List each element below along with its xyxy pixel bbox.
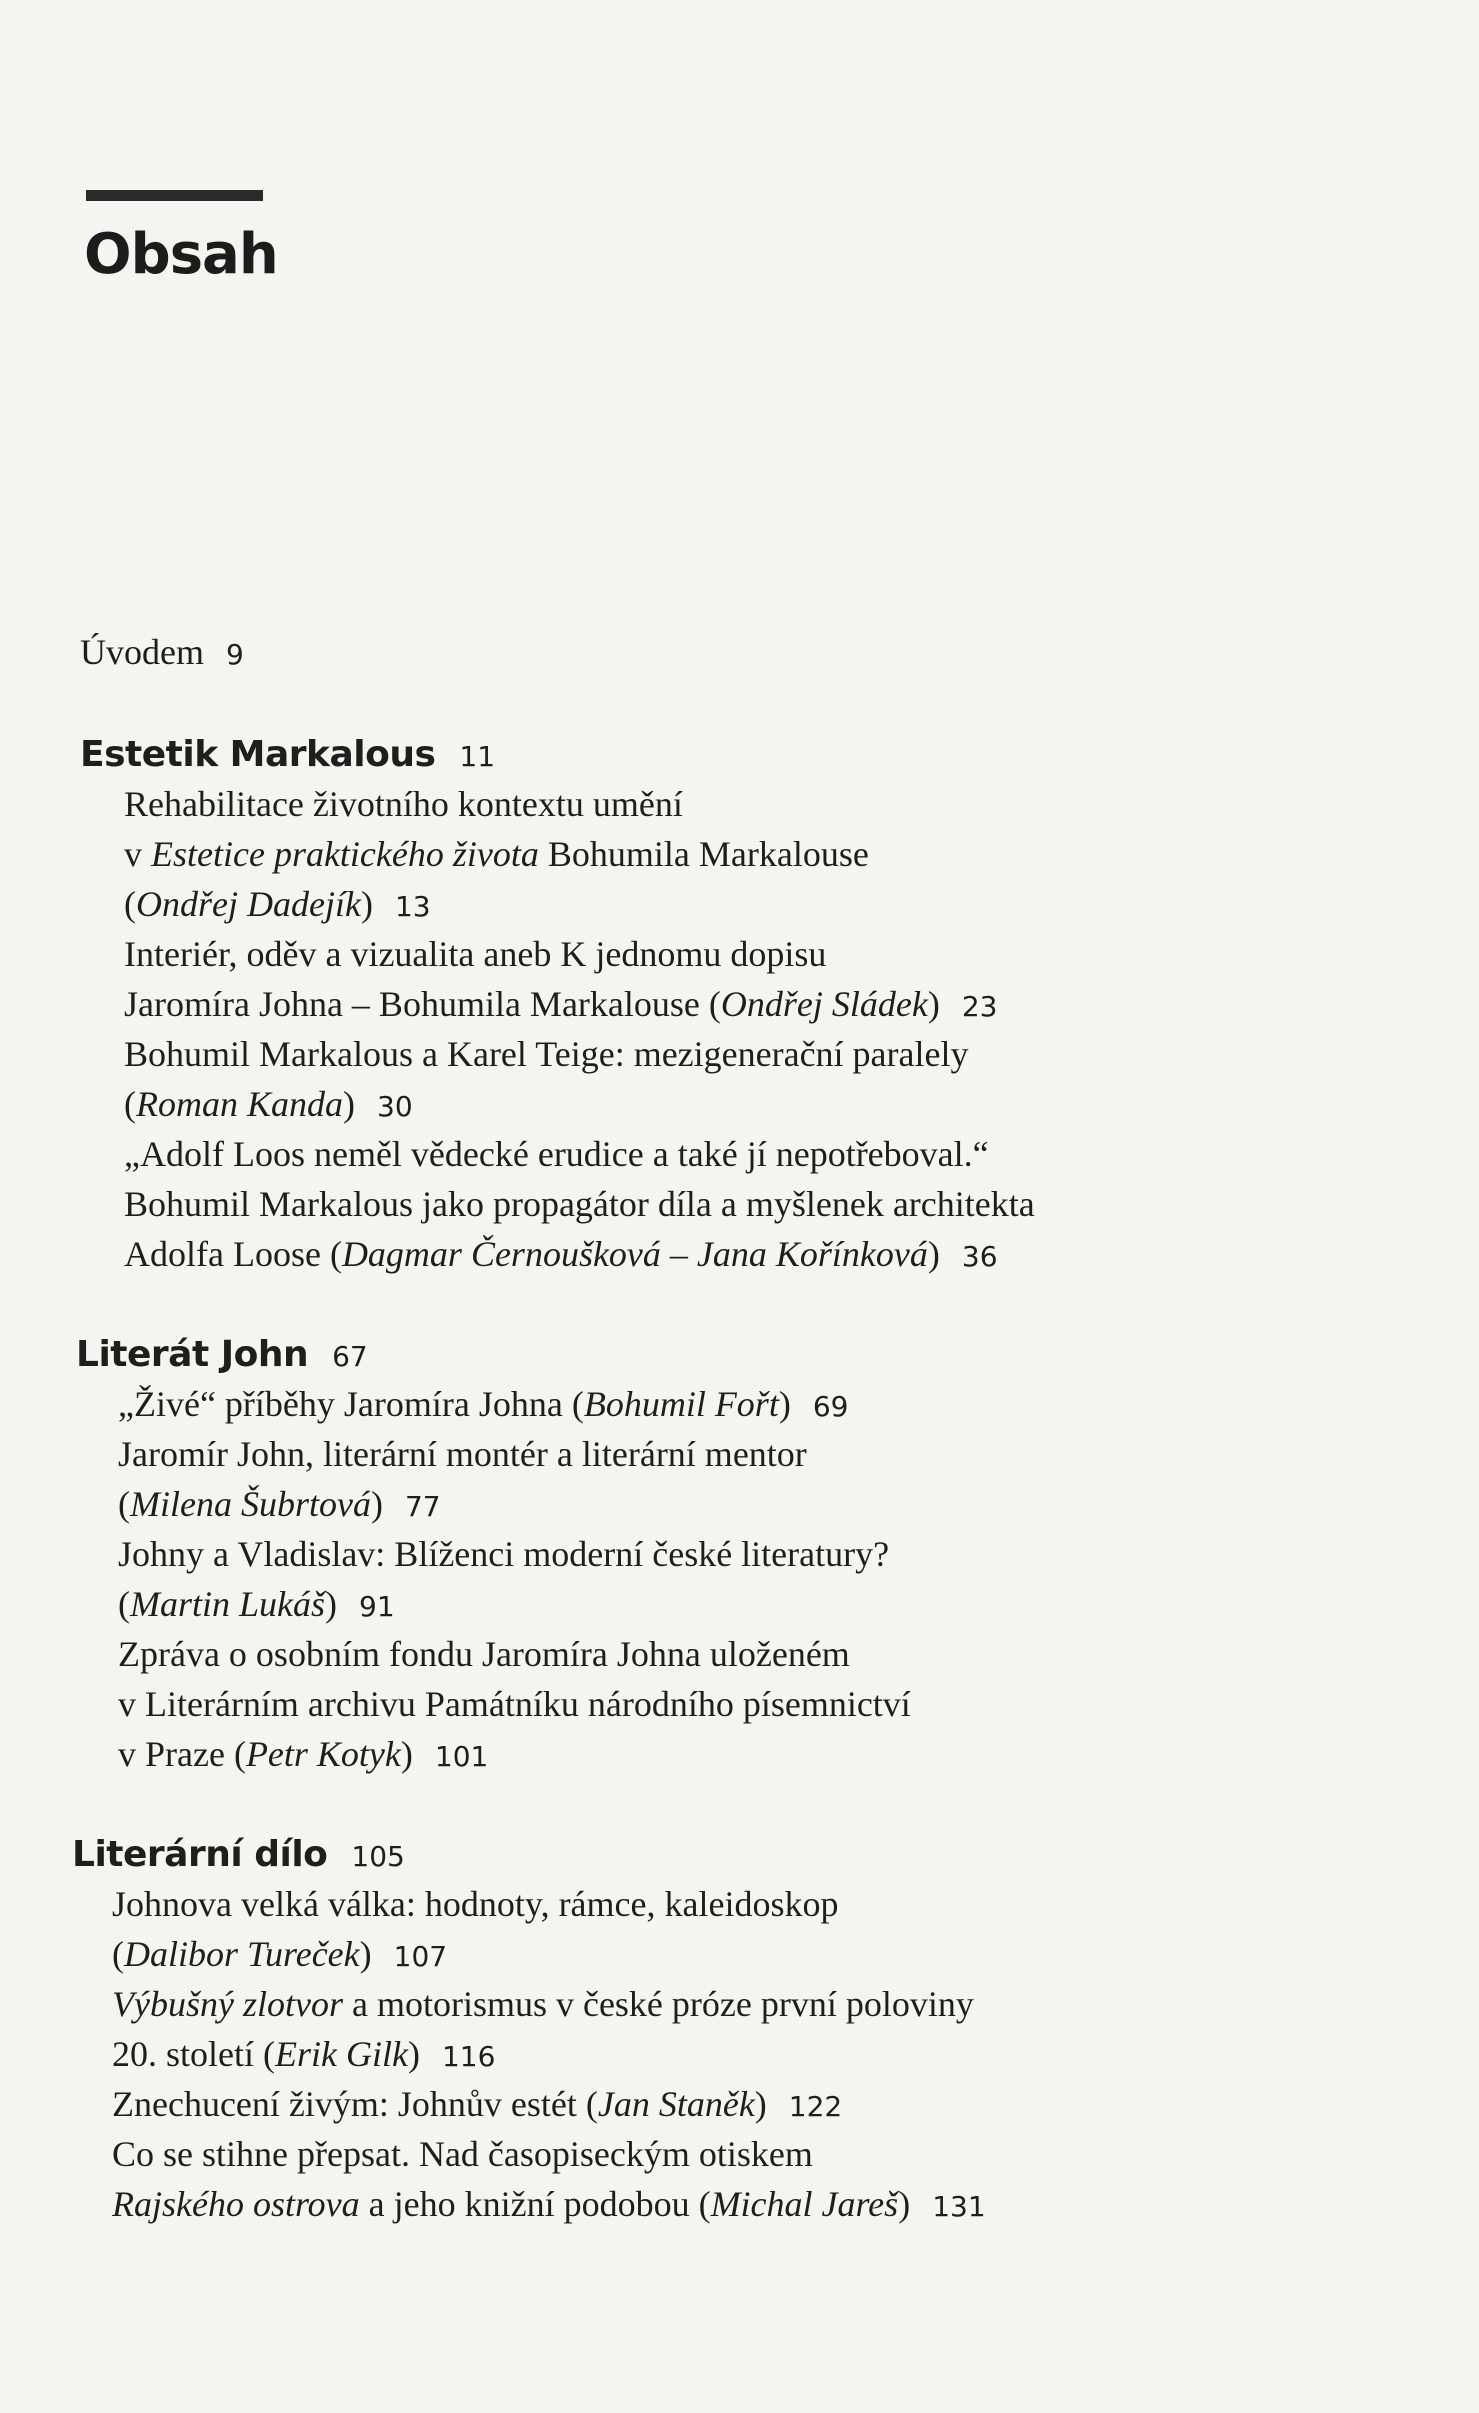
toc-entry-line [118, 1536, 889, 1572]
intro-title: Úvodem [80, 632, 204, 672]
toc-entry-line [112, 1886, 838, 1922]
italic-text: Michal Jareš [710, 2184, 899, 2224]
italic-text: Dalibor Tureček [124, 1934, 360, 1974]
toc-entry-line [118, 1486, 441, 1522]
heading-rule [86, 190, 263, 201]
section-heading [76, 1336, 368, 1373]
italic-text: Ondřej Dadejík [136, 884, 361, 924]
entry-text: ) [360, 884, 373, 924]
section-title: Estetik Markalous [80, 734, 436, 775]
italic-text: Bohumil Fořt [583, 1384, 779, 1424]
entry-text: v Praze ( [118, 1734, 246, 1774]
toc-entry-line [124, 1236, 998, 1272]
entry-text: v [124, 834, 151, 874]
italic-text: Estetice praktického života [151, 834, 539, 874]
page-number: 11 [459, 740, 496, 773]
page-number: 69 [812, 1390, 849, 1423]
page-number: 131 [932, 2190, 986, 2223]
entry-text: Bohumil Markalous jako propagátor díla a myšlenek architekta [124, 1184, 1035, 1224]
toc-entry-line [112, 2086, 842, 2122]
page-title: Obsah [84, 222, 278, 287]
entry-text: Jaromíra Johna – Bohumila Markalouse ( [124, 984, 721, 1024]
entry-text: Co se stihne přepsat. Nad časopiseckým otiskem [112, 2134, 813, 2174]
section-heading [72, 1836, 405, 1873]
toc-entry-line [124, 936, 826, 972]
italic-text: Roman Kanda [136, 1084, 343, 1124]
entry-text: ( [112, 1934, 124, 1974]
italic-text: Martin Lukáš [130, 1584, 326, 1624]
entry-text: ) [400, 1734, 413, 1774]
toc-entry-line [118, 1586, 395, 1622]
toc-entry-line [118, 1386, 848, 1422]
entry-text: ( [124, 884, 136, 924]
entry-text: a motorismus v české próze první poloviny [342, 1984, 974, 2024]
section-title: Literát John [76, 1334, 309, 1375]
entry-text: Interiér, oděv a vizualita aneb K jednomu dopisu [124, 934, 827, 974]
toc-entry-line [124, 1136, 989, 1172]
toc-entry-line [118, 1686, 911, 1722]
toc-entry-line [124, 786, 683, 822]
entry-text: ) [370, 1484, 383, 1524]
page-number: 9 [225, 638, 244, 671]
entry-text: ) [343, 1084, 355, 1124]
entry-text: Rehabilitace životního kontextu umění [124, 784, 683, 824]
page-number: 13 [394, 890, 431, 923]
toc-entry-line [112, 2186, 986, 2222]
entry-text: ) [359, 1934, 372, 1974]
entry-text: ) [325, 1584, 338, 1624]
page-number: 105 [351, 1840, 405, 1873]
page-number: 36 [961, 1240, 998, 1273]
toc-entry-line [124, 1086, 413, 1122]
entry-text: ) [927, 1234, 940, 1274]
toc-entry-line [124, 986, 997, 1022]
entry-text: ( [118, 1484, 130, 1524]
page-number: 116 [441, 2040, 496, 2073]
section-heading [80, 736, 495, 773]
entry-text: ) [407, 2034, 420, 2074]
entry-text: ) [754, 2084, 767, 2124]
toc-entry-line [124, 1036, 969, 1072]
page-number: 67 [332, 1340, 368, 1373]
toc-entry-line [118, 1736, 488, 1772]
toc-entry-line [118, 1436, 807, 1472]
entry-text: Jaromír John, literární montér a literární mentor [118, 1434, 807, 1474]
page-number: 77 [404, 1490, 441, 1523]
italic-text: Dagmar Černoušková – Jana Kořínková [341, 1234, 928, 1274]
entry-text: 20. století ( [112, 2034, 275, 2074]
toc-entry-line [124, 1186, 1035, 1222]
entry-text: „Adolf Loos neměl vědecké erudice a také jí nepotřeboval.“ [124, 1134, 989, 1174]
italic-text: Erik Gilk [274, 2034, 408, 2074]
italic-text: Rajského ostrova [112, 2184, 360, 2224]
entry-text: „Živé“ příběhy Jaromíra Johna ( [118, 1384, 584, 1424]
toc-entry-line [118, 1636, 850, 1672]
page-number: 30 [377, 1090, 413, 1123]
entry-text: a jeho knižní podobou ( [359, 2184, 711, 2224]
entry-text: ) [898, 2184, 911, 2224]
italic-text: Jan Staněk [597, 2084, 755, 2124]
toc-entry-line [112, 1936, 447, 1972]
entry-text: Johnova velká válka: hodnoty, rámce, kaleidoskop [112, 1884, 839, 1924]
toc-entry-line [112, 2136, 813, 2172]
italic-text: Milena Šubrtová [130, 1484, 371, 1524]
page-number: 107 [393, 1940, 448, 1973]
entry-text: Znechucení živým: Johnův estét ( [112, 2084, 598, 2124]
entry-text: Bohumila Markalouse [538, 834, 869, 874]
toc-entry-line [112, 2036, 495, 2072]
page-number: 122 [788, 2090, 843, 2123]
toc-entry-line [124, 836, 869, 872]
intro-entry [80, 634, 244, 670]
entry-text: ) [778, 1384, 791, 1424]
page-number: 91 [359, 1590, 395, 1623]
entry-text: ( [124, 1084, 136, 1124]
italic-text: Výbušný zlotvor [112, 1984, 343, 2024]
section-title: Literární dílo [72, 1834, 328, 1875]
italic-text: Petr Kotyk [245, 1734, 401, 1774]
italic-text: Ondřej Sládek [720, 984, 928, 1024]
page-number: 23 [961, 990, 998, 1023]
entry-text: v Literárním archivu Památníku národního písemnictví [118, 1684, 911, 1724]
page-number: 101 [434, 1740, 489, 1773]
entry-text: Bohumil Markalous a Karel Teige: mezigenerační paralely [124, 1034, 969, 1074]
entry-text: Adolfa Loose ( [124, 1234, 342, 1274]
entry-text: ( [118, 1584, 130, 1624]
entry-text: Zpráva o osobním fondu Jaromíra Johna uloženém [118, 1634, 850, 1674]
entry-text: Johny a Vladislav: Blíženci moderní české literatury? [118, 1534, 890, 1574]
toc-entry-line [124, 886, 431, 922]
entry-text: ) [927, 984, 940, 1024]
toc-entry-line [112, 1986, 974, 2022]
